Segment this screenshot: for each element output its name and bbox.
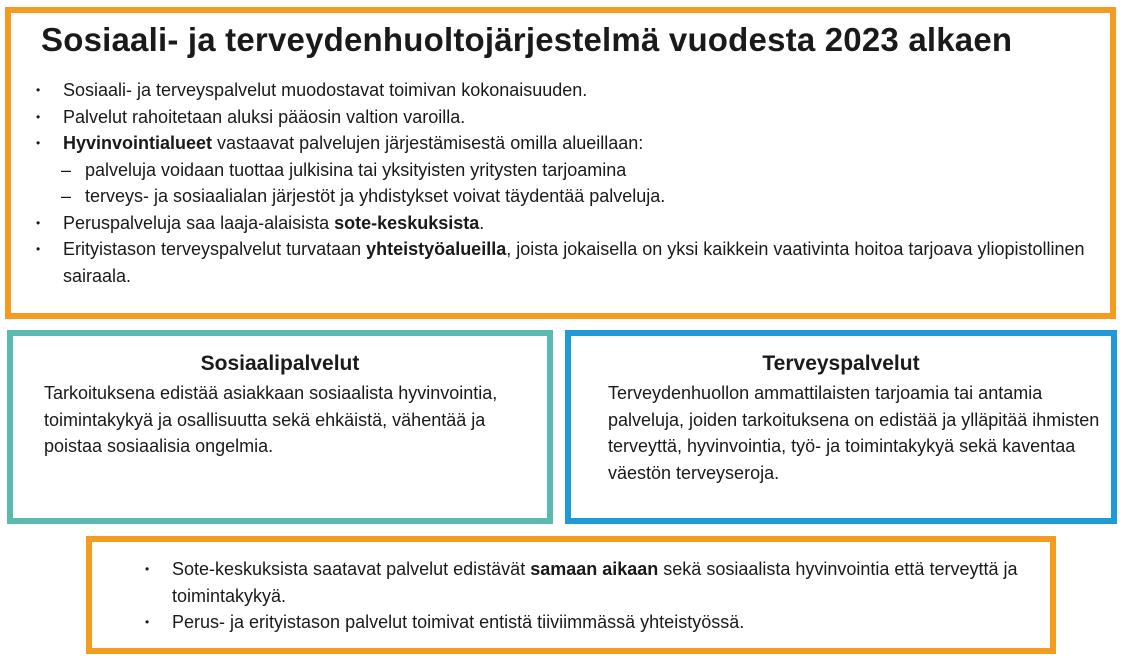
bullet-text: Sote-keskuksista saatavat palvelut edistävät (172, 559, 531, 579)
bullet-text: . (479, 212, 485, 233)
health-services-box (565, 330, 1117, 524)
overview-bullet-list (33, 77, 1093, 289)
bullet-item (33, 236, 1093, 289)
social-services-title: Sosiaalipalvelut (200, 352, 360, 375)
bullet-item (33, 130, 1093, 157)
bullet-text: vastaavat palvelujen järjestämisestä omilla alueillaan: (212, 133, 644, 153)
sub-bullet-item (33, 157, 1093, 184)
sub-bullet-text: palveluja voidaan tuottaa julkisina tai yksityisten yritysten tarjoamina (85, 159, 627, 180)
bullet-text: Peruspalveluja saa laaja-alaisista (63, 212, 335, 233)
dash-icon: – (61, 159, 72, 180)
bullet-item (142, 609, 1022, 636)
bullet-icon: • (145, 615, 150, 629)
bullet-icon: • (36, 109, 41, 124)
bullet-item (142, 556, 1022, 609)
bullet-text: Erityistason terveyspalvelut turvataan (63, 239, 367, 259)
social-services-box (7, 330, 553, 524)
bullet-bold-text: yhteistyöalueilla (366, 239, 507, 259)
bullet-icon: • (36, 215, 41, 230)
sub-bullet-text: terveys- ja sosiaalialan järjestöt ja yhdistykset voivat täydentää palveluja. (85, 186, 666, 206)
bullet-text: , joista jokaisella on yksi kaikkein vaativinta hoitoa tarjoava yliopistollinen sairaala. (63, 239, 1085, 286)
health-services-description: Terveydenhuollon ammattilaisten tarjoamia tai antamia palveluja, joiden tarkoituksena on edistää ja ylläpitää ihmisten terveyttä, hyvinvointia, työ- ja toimintakykyä sekä kaventaa väestön terveyseroja. (608, 383, 1100, 483)
bullet-icon: • (36, 136, 41, 150)
health-services-title: Terveyspalvelut (762, 352, 920, 375)
summary-box (86, 536, 1056, 654)
summary-bullet-list (142, 556, 1022, 636)
bullet-bold-text: samaan aikaan (530, 559, 659, 579)
bullet-text: sekä sosiaalista hyvinvointia että terveyttä ja toimintakykyä. (172, 559, 1018, 606)
bullet-icon: • (145, 562, 150, 576)
bullet-item (33, 77, 1093, 104)
overview-box (5, 7, 1116, 319)
bullet-icon: • (36, 242, 41, 256)
bullet-bold-text: sote-keskuksista (334, 212, 480, 233)
bullet-text: Sosiaali- ja terveyspalvelut muodostavat toimivan kokonaisuuden. (63, 80, 588, 100)
bullet-icon: • (36, 83, 41, 97)
sub-bullet-item (33, 183, 1093, 210)
bullet-item (33, 210, 1093, 237)
bullet-text: Palvelut rahoitetaan aluksi pääosin valtion varoilla. (63, 106, 466, 127)
bullet-bold-text: Hyvinvointialueet (63, 133, 213, 153)
bullet-item (33, 104, 1093, 131)
bullet-text: Perus- ja erityistason palvelut toimivat entistä tiiviimmässä yhteistyössä. (172, 612, 745, 632)
social-services-description: Tarkoituksena edistää asiakkaan sosiaalista hyvinvointia, toimintakykyä ja osallisuutta sekä ehkäistä, vähentää ja poistaa sosiaalisia ongelmia. (44, 383, 498, 456)
main-title: Sosiaali- ja terveydenhuoltojärjestelmä vuodesta 2023 alkaen (41, 21, 1013, 58)
dash-icon: – (61, 186, 72, 206)
